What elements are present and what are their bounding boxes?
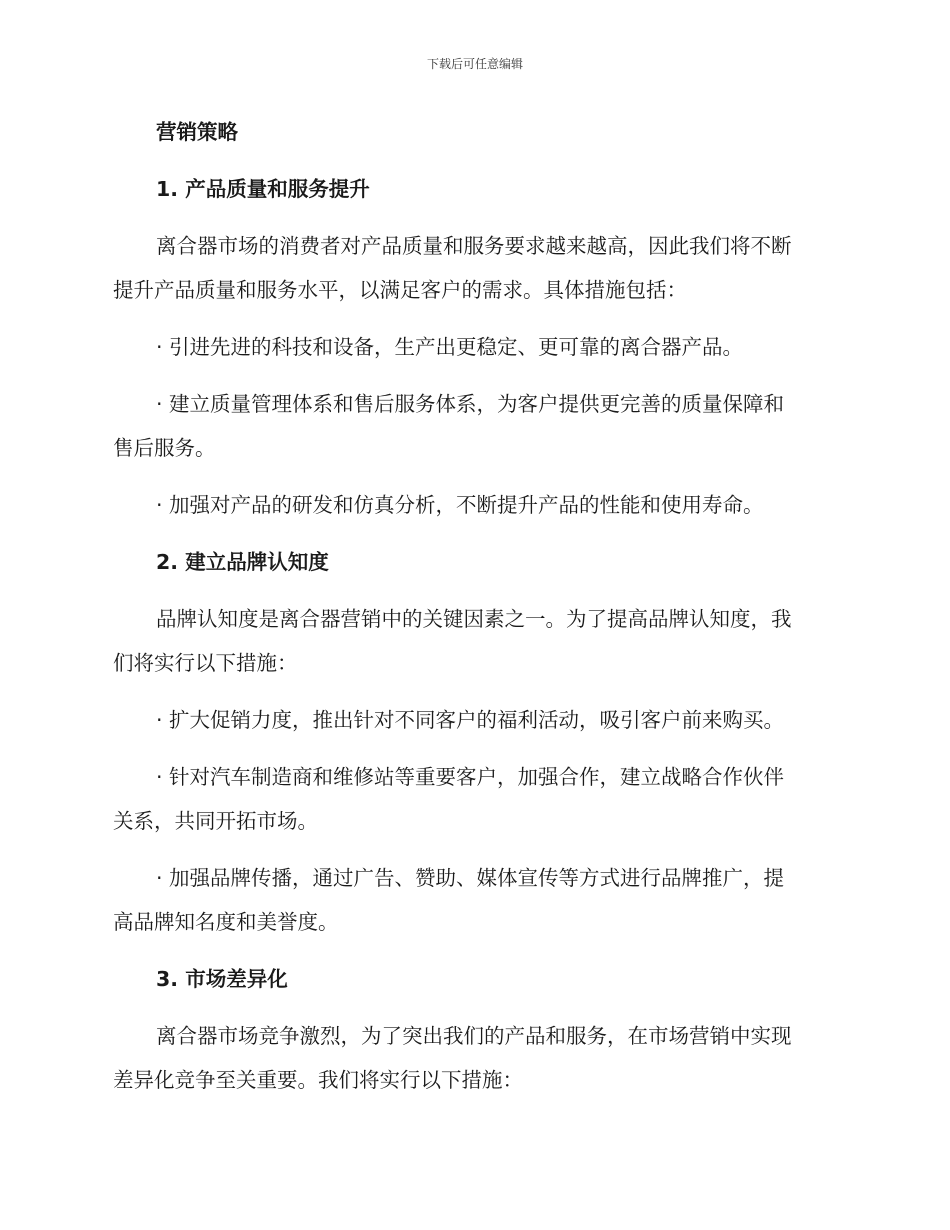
header-note: 下载后可任意编辑 xyxy=(426,57,523,71)
paragraph-line: 品牌认知度是离合器营销中的关键因素之一。为了提高品牌认知度，我 xyxy=(156,607,792,631)
paragraph-line: 提升产品质量和服务水平，以满足客户的需求。具体措施包括： xyxy=(113,278,687,302)
paragraph-line: 们将实行以下措施： xyxy=(113,651,298,675)
section-heading-2: 2. 建立品牌认知度 xyxy=(156,550,329,574)
document-body xyxy=(113,110,833,1102)
section-heading-3: 3. 市场差异化 xyxy=(156,967,288,991)
bullet-item-continuation: 高品牌知名度和美誉度。 xyxy=(113,910,339,934)
bullet-item-continuation: 关系，共同开拓市场。 xyxy=(113,809,318,833)
bullet-item: · 扩大促销力度，推出针对不同客户的福利活动，吸引客户前来购买。 xyxy=(156,708,785,732)
section-heading-1: 1. 产品质量和服务提升 xyxy=(156,177,370,201)
bullet-item: · 建立质量管理体系和售后服务体系，为客户提供更完善的质量保障和 xyxy=(156,392,785,416)
paragraph-line: 离合器市场的消费者对产品质量和服务要求越来越高，因此我们将不断 xyxy=(156,234,792,258)
paragraph-line: 离合器市场竞争激烈，为了突出我们的产品和服务，在市场营销中实现 xyxy=(156,1024,792,1048)
bullet-item: · 加强对产品的研发和仿真分析，不断提升产品的性能和使用寿命。 xyxy=(156,493,764,517)
bullet-item: · 针对汽车制造商和维修站等重要客户，加强合作，建立战略合作伙伴 xyxy=(156,765,785,789)
paragraph-line: 差异化竞争至关重要。我们将实行以下措施： xyxy=(113,1068,523,1092)
bullet-item-continuation: 售后服务。 xyxy=(113,436,216,460)
bullet-item: · 加强品牌传播，通过广告、赞助、媒体宣传等方式进行品牌推广，提 xyxy=(156,866,785,890)
document-title: 营销策略 xyxy=(156,120,238,144)
bullet-item: · 引进先进的科技和设备，生产出更稳定、更可靠的离合器产品。 xyxy=(156,335,744,359)
